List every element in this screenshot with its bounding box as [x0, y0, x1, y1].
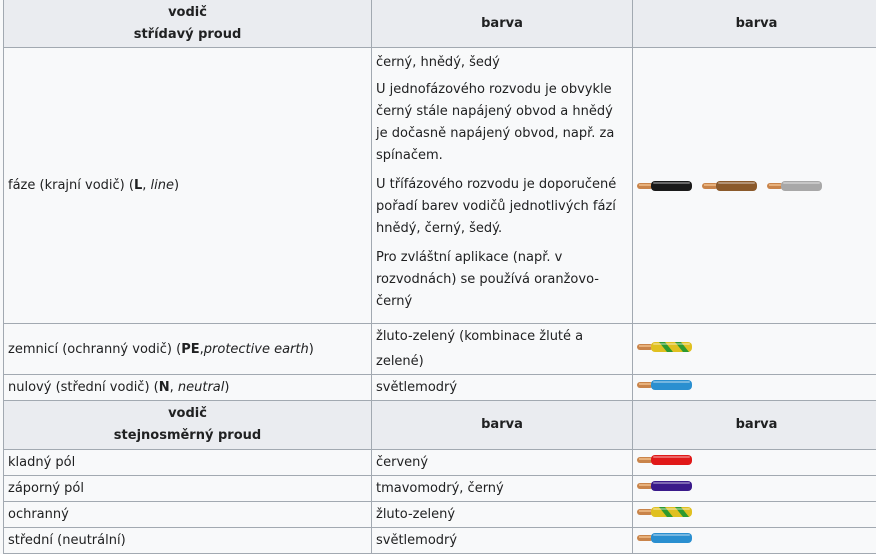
phase-sep: , — [142, 178, 150, 193]
earth-post: ) — [309, 342, 314, 357]
dc-header-line2: stejnosměrný proud — [8, 425, 367, 447]
yellow-green-wire-icon — [637, 341, 693, 353]
dc-header-line1: vodič — [8, 403, 367, 425]
dc-neutral-color-cell: světlemodrý — [372, 528, 633, 554]
dc-protective-color-cell: žluto-zelený — [372, 502, 633, 528]
light-blue-wire-icon — [637, 379, 693, 391]
earth-term: protective earth — [204, 342, 309, 357]
phase-conductor-cell — [4, 48, 372, 324]
grey-wire-icon — [767, 180, 823, 192]
dc-positive-color-cell: červený — [372, 450, 633, 476]
ac-swatch-header: barva — [633, 0, 876, 48]
dc-positive-swatch-cell — [633, 450, 876, 476]
phase-post: ) — [174, 178, 179, 193]
dc-protective-cell: ochranný — [4, 502, 372, 528]
table-row — [4, 450, 876, 476]
neutral-conductor-cell — [4, 375, 372, 401]
earth-conductor-cell — [4, 324, 372, 375]
neutral-post: ) — [224, 380, 229, 395]
earth-pre: zemnicí (ochranný vodič) ( — [8, 342, 181, 357]
phase-pre: fáze (krajní vodič) ( — [8, 178, 134, 193]
neutral-sep: , — [170, 380, 178, 395]
red-wire-icon — [637, 454, 693, 466]
dc-positive-cell: kladný pól — [4, 450, 372, 476]
neutral-abbr: N — [159, 380, 170, 395]
table-row — [4, 476, 876, 502]
phase-swatch-cell — [633, 48, 876, 324]
earth-color-cell: žluto-zelený (kombinace žluté a zelené) — [372, 324, 633, 375]
dc-negative-cell: záporný pól — [4, 476, 372, 502]
earth-swatch-cell — [633, 324, 876, 375]
dark-blue-wire-icon — [637, 480, 693, 492]
phase-note-single: U jednofázového rozvodu je obvykle černý stále napájený obvod a hnědý je dočasně napájený obvod, např. za spínačem. — [376, 79, 628, 167]
dc-protective-swatch-cell — [633, 502, 876, 528]
ac-color-header: barva — [372, 0, 633, 48]
dc-neutral-swatch-cell — [633, 528, 876, 554]
ac-header-row — [4, 0, 876, 48]
yellow-green-wire-icon — [637, 506, 693, 518]
dc-color-header: barva — [372, 401, 633, 450]
phase-term: line — [151, 178, 174, 193]
neutral-swatch-cell — [633, 375, 876, 401]
table-row — [4, 375, 876, 401]
table-row — [4, 502, 876, 528]
table-row — [4, 528, 876, 554]
dc-header-row — [4, 401, 876, 450]
neutral-term: neutral — [178, 380, 225, 395]
ac-conductor-header — [4, 0, 372, 48]
dc-neutral-cell: střední (neutrální) — [4, 528, 372, 554]
table-row — [4, 324, 876, 375]
earth-sep: , — [200, 342, 204, 357]
phase-color-cell — [372, 48, 633, 324]
brown-wire-icon — [702, 180, 758, 192]
phase-color-label: černý, hnědý, šedý — [376, 52, 628, 74]
ac-header-line2: střídavý proud — [8, 24, 367, 46]
wire-color-table — [3, 0, 876, 554]
dc-conductor-header — [4, 401, 372, 450]
phase-note-three: U třífázového rozvodu je doporučené pořadí barev vodičů jednotlivých fází hnědý, černý, šedý. — [376, 174, 628, 240]
table-row — [4, 48, 876, 324]
earth-abbr: PE — [181, 342, 199, 357]
phase-abbr: L — [134, 178, 142, 193]
neutral-color-cell: světlemodrý — [372, 375, 633, 401]
dc-negative-color-cell: tmavomodrý, černý — [372, 476, 633, 502]
black-wire-icon — [637, 180, 693, 192]
neutral-pre: nulový (střední vodič) ( — [8, 380, 159, 395]
dc-swatch-header: barva — [633, 401, 876, 450]
dc-negative-swatch-cell — [633, 476, 876, 502]
ac-header-line1: vodič — [8, 2, 367, 24]
phase-note-special: Pro zvláštní aplikace (např. v rozvodnách) se používá oranžovo-černý — [376, 247, 628, 313]
